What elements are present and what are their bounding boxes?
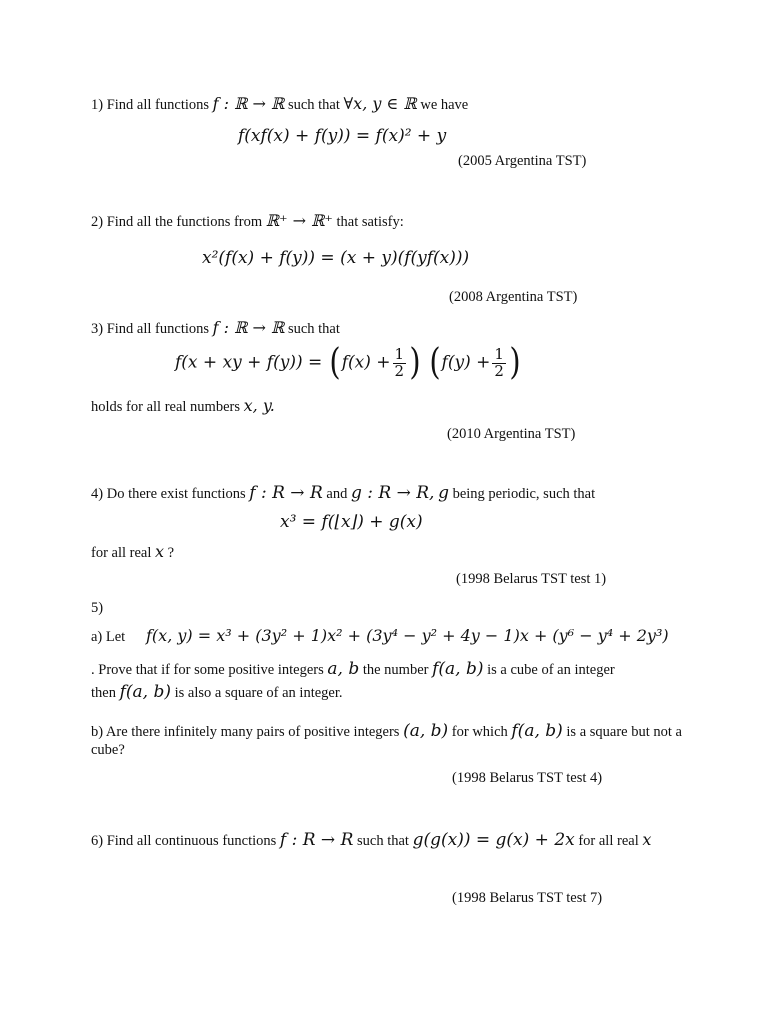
fraction-denominator: 2: [494, 361, 504, 380]
problem-5b-pre: b) Are there infinitely many pairs of positive integers: [91, 724, 400, 740]
problem-3-after: [91, 396, 275, 416]
problem-3-eq-a: f(x) +: [341, 352, 391, 373]
problem-3-intro: Find all functions: [106, 321, 210, 337]
problem-6-map: f : R → R: [279, 830, 354, 850]
problem-1-statement: [91, 94, 468, 114]
problem-1-tail: we have: [420, 97, 469, 113]
problem-3-map: f : ℝ → ℝ: [212, 318, 285, 337]
problem-5-number: 5): [91, 600, 104, 616]
problem-5a-ab: a, b: [327, 659, 360, 679]
problem-5a-equation: f(x, y) = x³ + (3y² + 1)x² + (3y⁴ − y² + 4y − 1)x + (y⁶ − y⁴ + 2y³): [146, 626, 669, 645]
problem-4-after-math: x: [155, 542, 165, 561]
problem-4-map-g: g : R → R,: [350, 483, 435, 503]
problem-4-after-q: ?: [167, 545, 175, 561]
problem-4-statement: [91, 483, 595, 503]
problem-6-statement: [91, 830, 651, 850]
problem-6-number: 6): [91, 833, 104, 849]
problem-6-intro: Find all continuous functions: [106, 833, 277, 849]
problem-5a-line-3-pre: then: [91, 685, 116, 701]
fraction-numerator: 1: [494, 344, 504, 363]
problem-4-tail: being periodic, such that: [452, 486, 596, 502]
problem-2-source: (2008 Argentina TST): [449, 289, 578, 305]
left-paren-glyph: (: [329, 342, 341, 383]
problem-2-intro: Find all the functions from: [106, 214, 263, 230]
problem-5b-line-2: cube?: [91, 742, 125, 758]
left-paren-glyph: (: [428, 342, 441, 383]
problem-3-statement: [91, 318, 340, 338]
problem-3-after-text: holds for all real numbers: [91, 399, 240, 415]
problem-6-var: x: [642, 830, 652, 849]
problem-4-and: and: [326, 486, 348, 502]
problem-2-equation: x²(f(x) + f(y)) = (x + y)(f(yf(x))): [202, 248, 470, 268]
problem-1-source: (2005 Argentina TST): [458, 153, 587, 169]
problem-5a-fab: f(a, b): [432, 659, 484, 679]
fraction-numerator: 1: [394, 344, 405, 363]
problem-2-number: 2): [91, 214, 104, 230]
problem-5a-line-2-mid: the number: [362, 662, 429, 678]
problem-5-source: (1998 Belarus TST test 4): [452, 770, 603, 786]
problem-3-eq-b: f(y) +: [441, 352, 491, 373]
problem-5b-tail: is a square but not a: [566, 724, 682, 740]
problem-4-number: 4): [91, 486, 104, 502]
problem-4-equation: x³ = f(⌊x⌋) + g(x): [280, 512, 423, 532]
problem-3-eq-lhs: f(x + xy + f(y)) =: [175, 352, 323, 373]
problem-4-g: g: [438, 483, 449, 503]
problem-1-map: f : ℝ → ℝ: [212, 94, 285, 113]
problem-3-tail: such that: [287, 321, 340, 337]
problem-5b-line-1: [91, 721, 682, 741]
problem-1-mid: such that: [287, 97, 340, 113]
problem-5a-line-2-tail: is a cube of an integer: [487, 662, 615, 678]
problem-1-intro: Find all functions: [106, 97, 210, 113]
problem-1-number: 1): [91, 97, 104, 113]
problem-3-source: (2010 Argentina TST): [447, 426, 576, 442]
problem-6-tail: for all real: [578, 833, 639, 849]
fraction-denominator: 2: [394, 361, 405, 380]
problem-4-intro: Do there exist functions: [106, 486, 246, 502]
problem-3-after-math: x, y.: [243, 396, 275, 415]
problem-2-tail: that satisfy:: [336, 214, 404, 230]
problem-6-mid: such that: [357, 833, 409, 849]
problem-5b-fab: f(a, b): [511, 721, 563, 741]
problem-5a-line-2-pre: . Prove that if for some positive integers: [91, 662, 324, 678]
right-paren-glyph: ): [509, 342, 521, 383]
problem-5a-line-3: [91, 682, 343, 702]
problem-1-condition: ∀x, y ∈ ℝ: [343, 94, 417, 113]
problem-5a-line-3-tail: is also a square of an integer.: [174, 685, 343, 701]
problem-4-after-text: for all real: [91, 545, 152, 561]
problem-3-equation: [175, 342, 522, 383]
problem-5a-line-2: [91, 659, 615, 679]
problem-4-after: [91, 542, 174, 562]
one-half-fraction: [393, 344, 407, 380]
one-half-fraction: [492, 344, 506, 380]
problem-2-map: ℝ⁺ → ℝ⁺: [265, 211, 333, 230]
problem-6-equation: g(g(x)) = g(x) + 2x: [412, 830, 575, 850]
problem-6-source: (1998 Belarus TST test 7): [452, 890, 603, 906]
right-paren-glyph: ): [409, 342, 421, 383]
problem-1-equation: f(xf(x) + f(y)) = f(x)² + y: [238, 126, 447, 146]
problem-5b-mid: for which: [451, 724, 508, 740]
problem-5b-pair: (a, b): [403, 721, 449, 741]
problem-4-map-f: f : R → R: [249, 483, 323, 503]
problem-3-number: 3): [91, 321, 104, 337]
problem-4-source: (1998 Belarus TST test 1): [456, 571, 607, 587]
problem-5a-label: a) Let: [91, 629, 126, 645]
problem-5a-fab-2: f(a, b): [119, 682, 171, 702]
problem-2-statement: [91, 211, 404, 231]
